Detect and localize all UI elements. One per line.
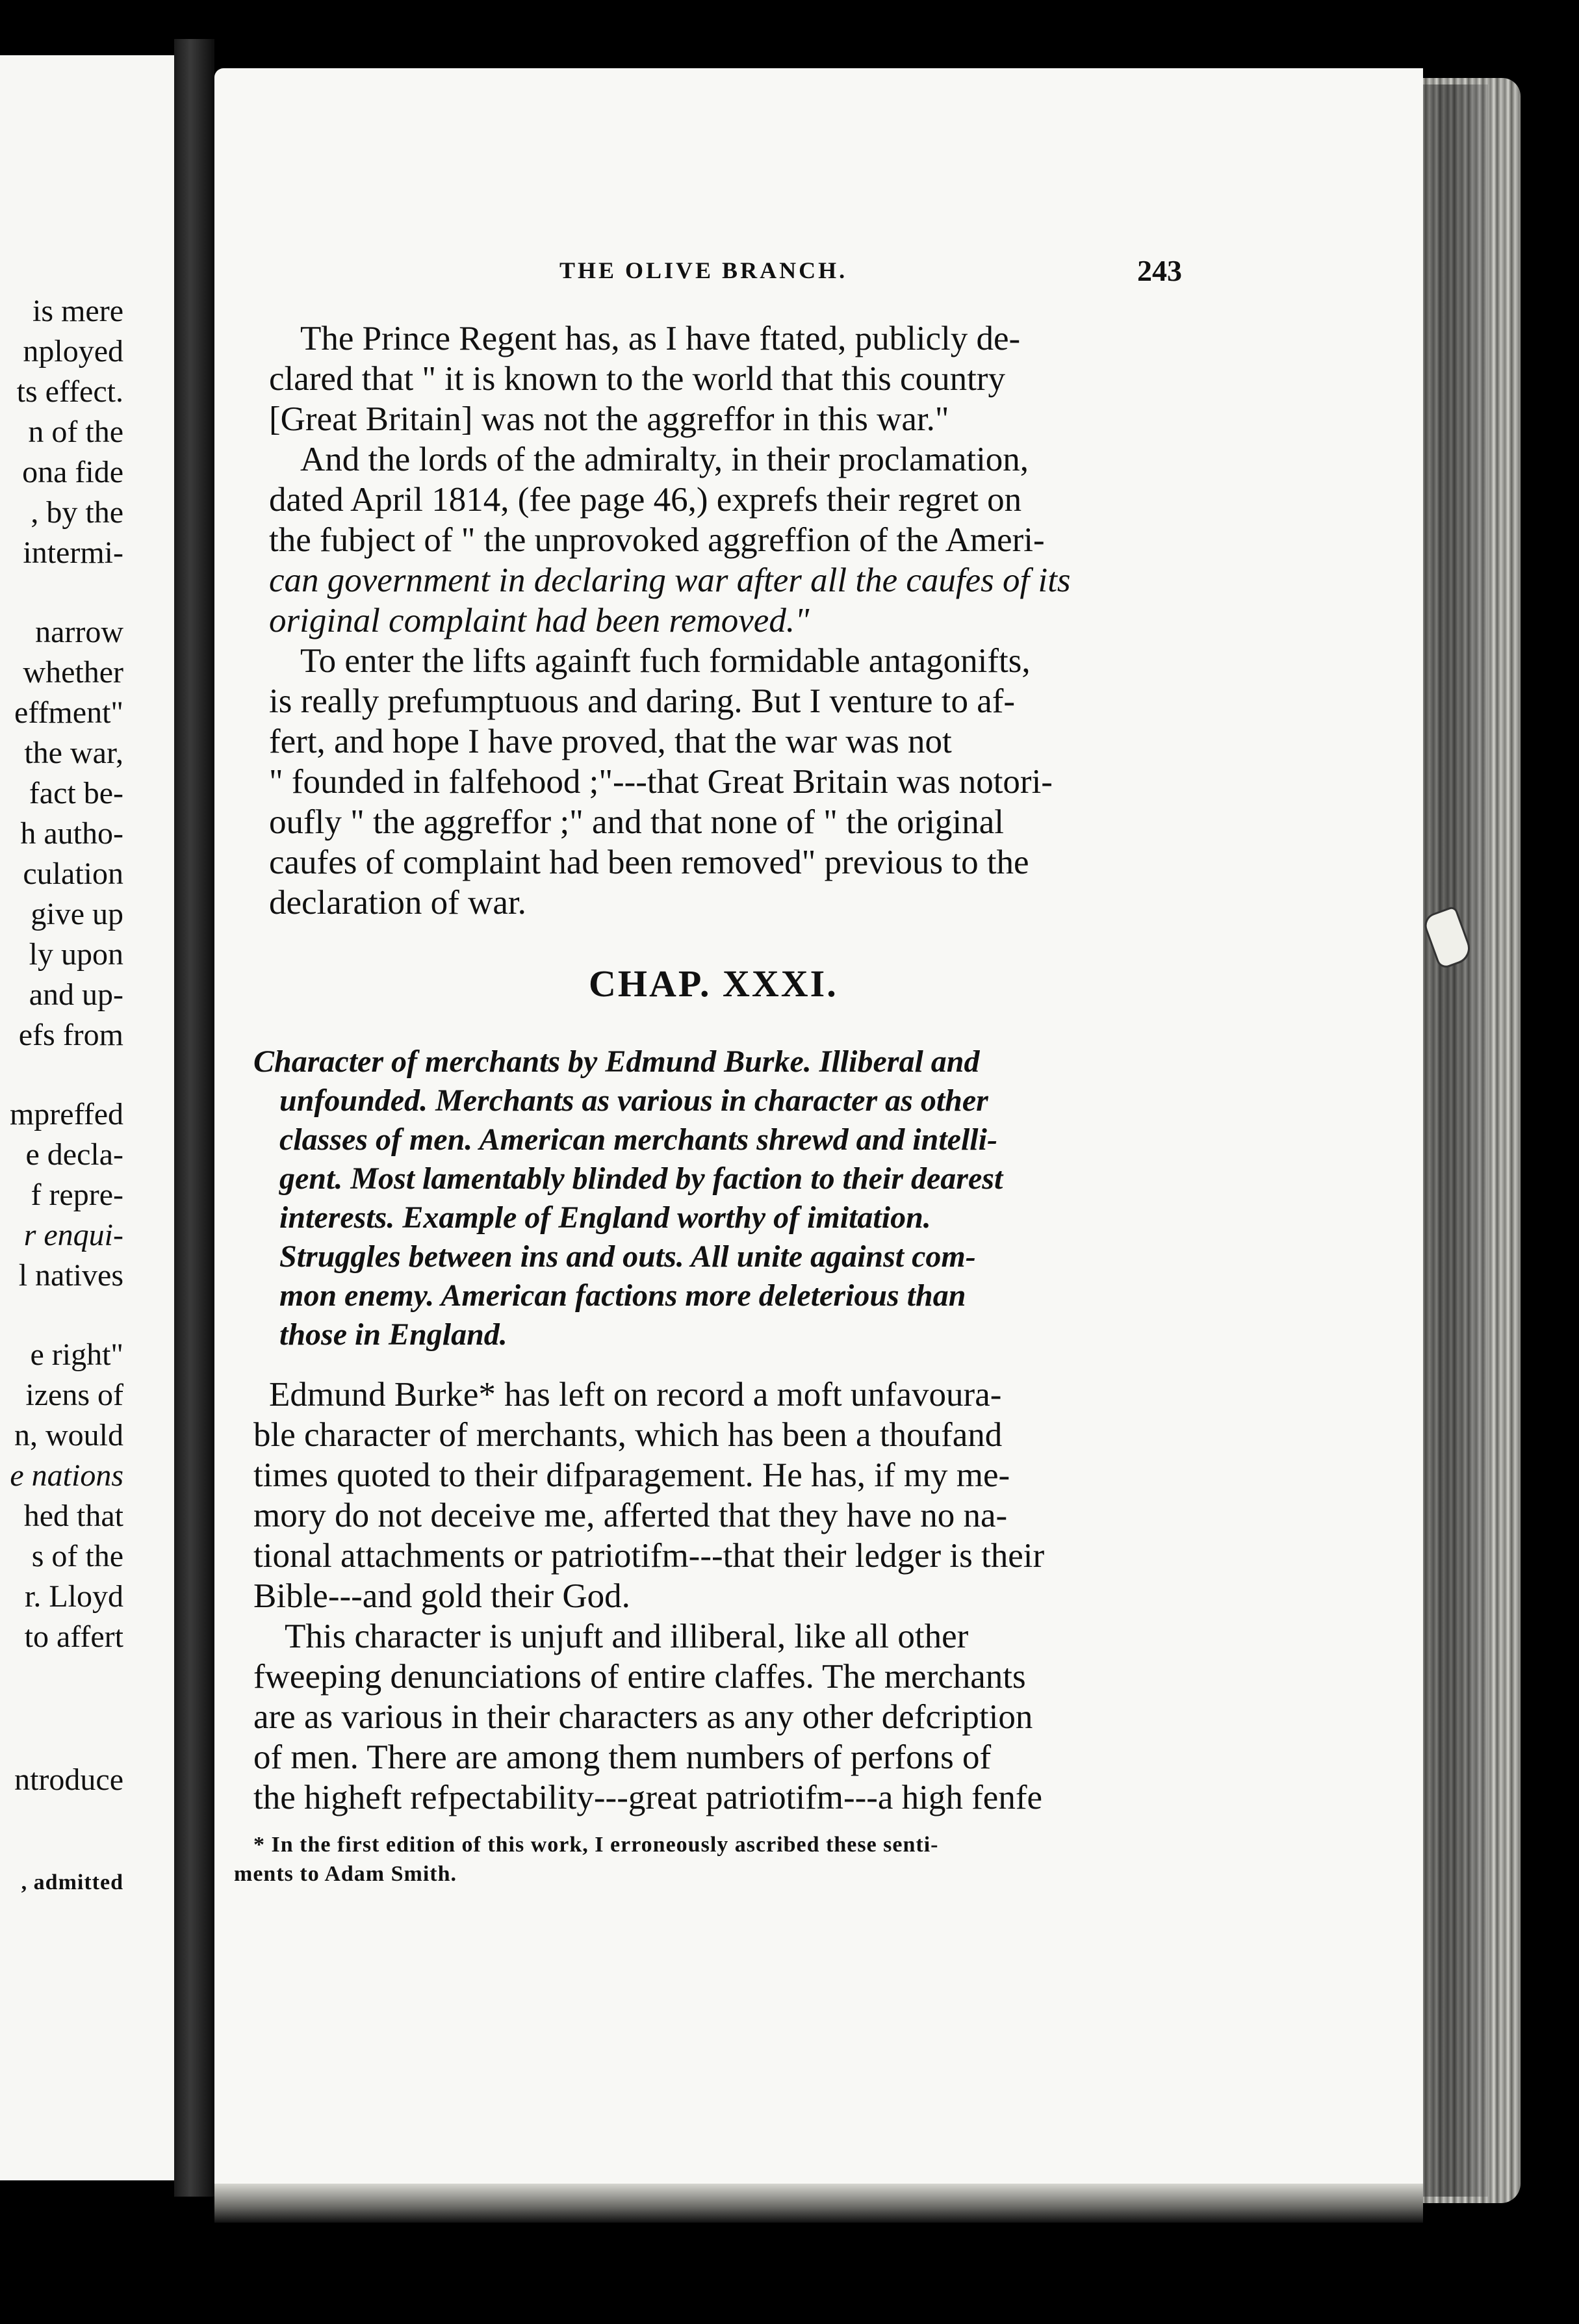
body-line: fert, and hope I have proved, that the war was not xyxy=(269,723,952,760)
left-line: s of the xyxy=(31,1539,123,1573)
body-line: tional attachments or patriotifm---that their ledger is their xyxy=(253,1537,1045,1575)
left-facing-page xyxy=(0,55,174,2180)
left-line: narrow xyxy=(35,615,123,649)
summary-line: unfounded. Merchants as various in character as other xyxy=(279,1083,988,1118)
body-line: of men. There are among them numbers of perfons of xyxy=(253,1738,992,1776)
page-number: 243 xyxy=(1137,254,1182,287)
left-line: mpreffed xyxy=(9,1097,123,1131)
body-line: dated April 1814, (fee page 46,) exprefs their regret on xyxy=(269,481,1022,519)
left-line: whether xyxy=(23,655,123,690)
body-line: To enter the lifts againft fuch formidable antagonifts, xyxy=(300,642,1031,680)
body-line: The Prince Regent has, as I have ftated, publicly de- xyxy=(300,320,1021,357)
left-line: ntroduce xyxy=(14,1762,123,1797)
left-line: the war, xyxy=(24,736,123,770)
body-line: oufly " the aggreffor ;" and that none of " the original xyxy=(269,803,1004,841)
left-line: e right" xyxy=(30,1337,123,1372)
body-line: clared that " it is known to the world that this country xyxy=(269,360,1005,398)
left-line: l natives xyxy=(18,1258,123,1293)
book-gutter xyxy=(174,39,214,2197)
left-line: ona fide xyxy=(22,455,123,489)
left-line: ts effect. xyxy=(16,374,123,409)
page-bottom-edge xyxy=(214,2184,1423,2223)
left-line: e decla- xyxy=(25,1137,123,1172)
body-line: are as various in their characters as any other defcription xyxy=(253,1698,1033,1736)
main-page-text xyxy=(214,68,1423,2213)
footnote-line: * In the first edition of this work, I erroneously ascribed these senti- xyxy=(253,1833,939,1857)
left-line: r enqui- xyxy=(23,1218,123,1252)
chapter-heading: CHAP. XXXI. xyxy=(589,962,838,1005)
main-page xyxy=(214,68,1423,2213)
left-line: intermi- xyxy=(23,536,123,570)
left-line: r. Lloyd xyxy=(25,1579,123,1614)
left-line: fact be- xyxy=(29,776,123,810)
left-line: and up- xyxy=(29,977,123,1012)
left-line: n of the xyxy=(28,415,123,449)
running-header: THE OLIVE BRANCH. xyxy=(559,257,848,283)
left-line: hed that xyxy=(23,1499,123,1533)
body-line: original complaint had been removed." xyxy=(269,602,810,639)
left-line: efs from xyxy=(18,1018,123,1052)
body-line: Edmund Burke* has left on record a moft unfavoura- xyxy=(269,1376,1002,1414)
summary-line: gent. Most lamentably blinded by faction to their dearest xyxy=(279,1161,1003,1196)
body-line: And the lords of the admiralty, in their proclamation, xyxy=(300,441,1029,478)
summary-line: Character of merchants by Edmund Burke. Illiberal and xyxy=(253,1044,980,1079)
summary-line: mon enemy. American factions more deleterious than xyxy=(279,1278,966,1313)
left-line: ly upon xyxy=(29,937,123,972)
summary-line: classes of men. American merchants shrewd and intelli- xyxy=(279,1122,997,1157)
left-line: nployed xyxy=(23,334,123,368)
body-line: " founded in falfehood ;"---that Great Britain was notori- xyxy=(269,763,1053,801)
left-line: culation xyxy=(23,857,123,891)
left-line: n, would xyxy=(14,1418,123,1452)
summary-line: interests. Example of England worthy of imitation. xyxy=(279,1200,931,1235)
left-line: effment" xyxy=(14,695,123,730)
left-line: f repre- xyxy=(31,1178,123,1212)
body-line: the higheft refpectability---great patriotifm---a high fenfe xyxy=(253,1779,1043,1816)
summary-line: Struggles between ins and outs. All unite against com- xyxy=(279,1239,976,1274)
body-line: Bible---and gold their God. xyxy=(253,1577,630,1615)
body-line: times quoted to their difparagement. He has, if my me- xyxy=(253,1456,1010,1494)
left-line: give up xyxy=(31,897,123,931)
left-line: , by the xyxy=(31,495,123,530)
left-line: e nations xyxy=(10,1458,123,1493)
left-line: izens of xyxy=(25,1378,123,1412)
left-line: to affert xyxy=(24,1620,123,1654)
summary-line: those in England. xyxy=(279,1317,507,1352)
left-line: , admitted xyxy=(21,1870,123,1894)
body-line: can government in declaring war after all the caufes of its xyxy=(269,562,1071,599)
body-line: the fubject of " the unprovoked aggreffion of the Ameri- xyxy=(269,521,1045,559)
body-line: [Great Britain] was not the aggreffor in this war." xyxy=(269,400,949,438)
body-line: is really prefumptuous and daring. But I venture to af- xyxy=(269,682,1016,720)
footnote-line: ments to Adam Smith. xyxy=(234,1862,457,1886)
body-line: This character is unjuft and illiberal, like all other xyxy=(285,1618,969,1655)
body-line: ble character of merchants, which has been a thoufand xyxy=(253,1416,1003,1454)
body-line: declaration of war. xyxy=(269,884,526,922)
body-line: mory do not deceive me, afferted that they have no na- xyxy=(253,1497,1008,1534)
body-line: caufes of complaint had been removed" previous to the xyxy=(269,844,1029,881)
left-line: is mere xyxy=(32,294,123,328)
body-line: fweeping denunciations of entire claffes. The merchants xyxy=(253,1658,1026,1696)
left-line: h autho- xyxy=(20,816,123,851)
